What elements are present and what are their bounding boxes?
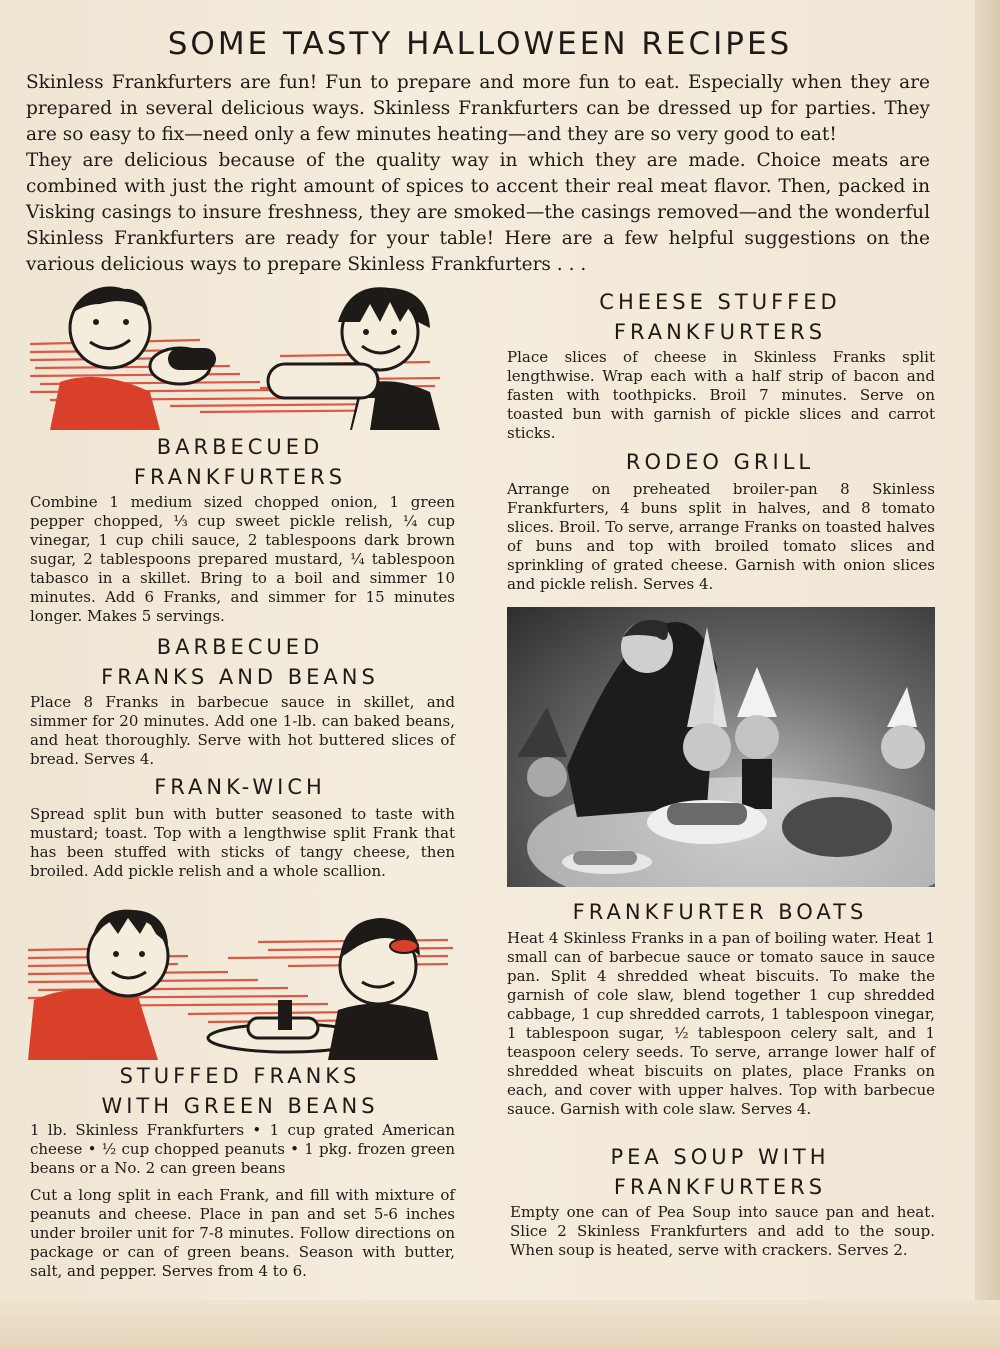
heading-line: FRANKS AND BEANS [101,665,379,689]
heading-line: STUFFED FRANKS [119,1064,361,1088]
recipe-text-cheese-stuffed: Place slices of cheese in Skinless Franks split lengthwise. Wrap each with a half strip of bacon and fasten with toothpicks. Broil 7 minutes. Serve on toasted bun with garnish of pickle slices and carrot sticks. [507,348,935,442]
heading-line: FRANKFURTERS [613,1175,827,1199]
heading-line: CHEESE STUFFED [599,290,841,314]
recipe-text-barbecued-franks-beans: Place 8 Franks in barbecue sauce in skillet, and simmer for 20 minutes. Add one 1-lb. can baked beans, and heat thoroughly. Serve with hot buttered slices of bread. Serves 4. [30,693,455,768]
recipe-text-frankfurter-boats: Heat 4 Skinless Franks in a pan of boiling water. Heat 1 small can of barbecue sauce or tomato sauce in sauce pan. Split 4 shredded wheat biscuits. To make the garnish of cole slaw, blend together 1 cup shredded cabbage, 1 cup shredded carrots, 1 tablespoon vinegar, 1 tablespoon sugar, ½ tablespoon celery salt, and 1 teaspoon celery seeds. To serve, arrange lower half of shredded wheat biscuits on plates, place Franks on each, and cover with upper halves. Top with barbecue sauce. Garnish with cole slaw. Serves 4. [507,929,935,1118]
recipe-text-barbecued-frankfurters: Combine 1 medium sized chopped onion, 1 green pepper chopped, ⅓ cup sweet pickle relish, ¼ cup vinegar, 1 cup chili sauce, 2 tablespoons dark brown sugar, 2 tablespoons prepared mustard, ¼ tablespoon tabasco in a skillet. Bring to a boil and simmer 10 minutes. Add 6 Franks, and simmer for 15 minutes longer. Makes 5 servings. [30,493,455,625]
heading-line: FRANKFURTERS [613,320,827,344]
party-photo [507,607,935,887]
intro-paragraph-1: Skinless Frankfurters are fun! Fun to prepare and more fun to eat. Especially when they are prepared in several delicious ways. Skinless Frankfurters can be dressed up for parties. They are so easy to fix—need only a few minutes heating—and they are so very good to eat! [26,72,930,145]
heading-frankfurter-boats: FRANKFURTER BOATS [572,900,868,924]
heading-cheese-stuffed [505,287,935,347]
heading-line: BARBECUED [156,435,324,459]
heading-stuffed-franks [30,1061,450,1121]
heading-line: WITH GREEN BEANS [101,1094,379,1118]
page-fold [975,0,1000,1349]
heading-frank-wich: FRANK-WICH [154,775,326,799]
intro-text [26,70,930,278]
heading-line: FRANKFURTERS [133,465,347,489]
heading-barbecued-franks-beans [30,632,450,692]
page-bottom-edge [0,1300,1000,1349]
recipe-text-stuffed-franks: Cut a long split in each Frank, and fill with mixture of peanuts and cheese. Place in pan and set 5-6 inches under broiler unit for 7-8 minutes. Follow directions on package or can of green beans. Season with butter, salt, and pepper. Serves from 4 to 6. [30,1186,455,1280]
heading-line: BARBECUED [156,635,324,659]
kids-eating-illustration [28,900,458,1062]
intro-paragraph-2: They are delicious because of the quality way in which they are made. Choice meats are combined with just the right amount of spices to accent their real meat flavor. Then, packed in Visking casings to insure freshness, they are smoked—the casings removed—and the wonderful Skinless Frankfurters are ready for your table! Here are a few helpful suggestions on the various delicious ways to prepare Skinless Frankfurters . . . [26,150,930,275]
heading-barbecued-frankfurters [30,432,450,492]
party-photo-image [507,607,935,887]
kids-hotdog-illustration-top [30,282,450,430]
heading-pea-soup [505,1142,935,1202]
page-title: SOME TASTY HALLOWEEN RECIPES [167,26,793,62]
recipe-text-rodeo-grill: Arrange on preheated broiler-pan 8 Skinless Frankfurters, 4 buns split in halves, and 8 tomato slices. Broil. To serve, arrange Franks on toasted halves of buns and top with broiled tomato slices and sprinkling of grated cheese. Garnish with onion slices and pickle relish. Serves 4. [507,480,935,593]
recipe-text-frank-wich: Spread split bun with butter seasoned to taste with mustard; toast. Top with a lengthwise split Frank that has been stuffed with sticks of tangy cheese, then broiled. Add pickle relish and a whole scallion. [30,805,455,880]
heading-line: PEA SOUP WITH [610,1145,830,1169]
recipe-ingredients-stuffed-franks: 1 lb. Skinless Frankfurters • 1 cup grated American cheese • ½ cup chopped peanuts • 1 pkg. frozen green beans or a No. 2 can green beans [30,1121,455,1177]
heading-rodeo-grill: RODEO GRILL [625,450,815,474]
recipe-text-pea-soup: Empty one can of Pea Soup into sauce pan and heat. Slice 2 Skinless Frankfurters and add to the soup. When soup is heated, serve with crackers. Serves 2. [510,1203,935,1259]
